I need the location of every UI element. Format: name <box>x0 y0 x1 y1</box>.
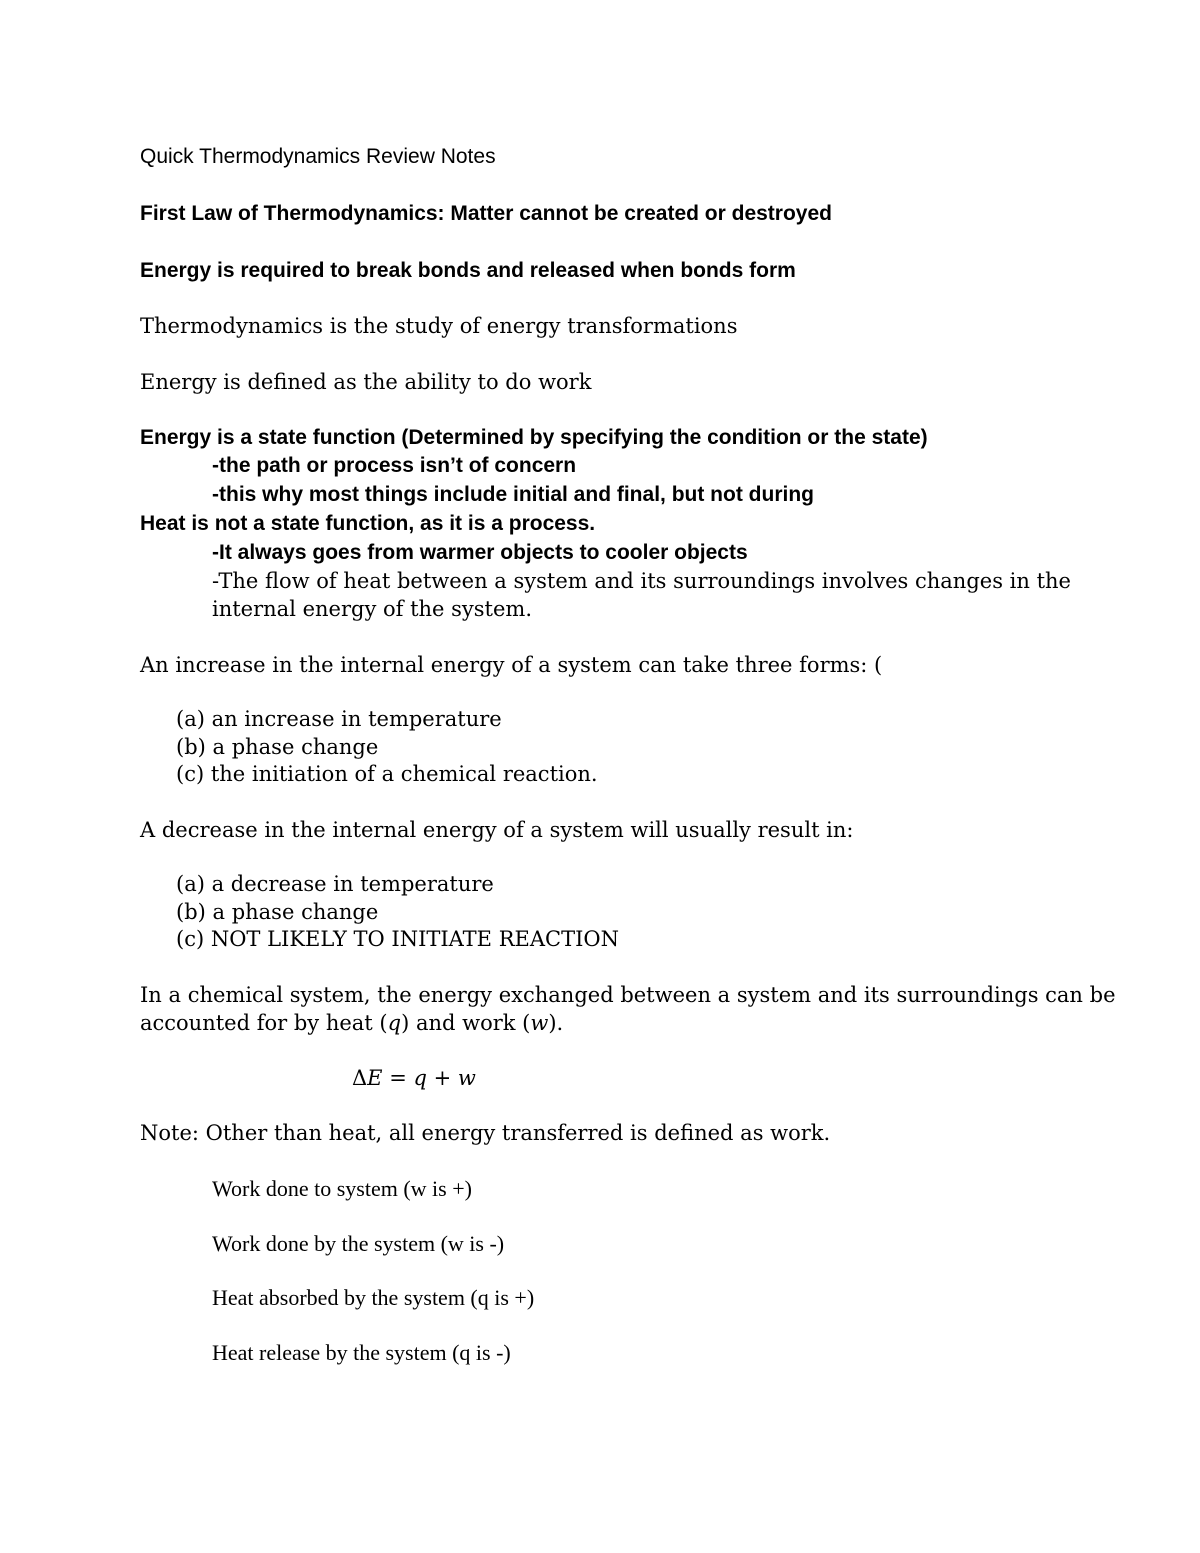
increase-item: (b) a phase change <box>176 735 379 759</box>
energy-equation: ΔE = q + w <box>352 1066 476 1090</box>
state-function-point: -the path or process isn’t of concern <box>212 454 577 477</box>
decrease-intro: A decrease in the internal energy of a system will usually result in: <box>140 818 854 842</box>
energy-definition: Energy is defined as the ability to do work <box>140 370 592 394</box>
sign-convention: Work done by the system (w is -) <box>212 1231 505 1256</box>
decrease-item: (c) NOT LIKELY TO INITIATE REACTION <box>176 927 619 951</box>
heat-point: -The flow of heat between a system and its surroundings involves changes in the <box>212 569 1071 593</box>
first-law-heading: First Law of Thermodynamics: Matter cannot be created or destroyed <box>140 202 832 225</box>
increase-item: (a) an increase in temperature <box>176 707 502 731</box>
sign-convention: Heat absorbed by the system (q is +) <box>212 1285 535 1310</box>
increase-item: (c) the initiation of a chemical reaction. <box>176 762 598 786</box>
chemical-system-text-continued: accounted for by heat (q) and work (w). <box>140 1011 564 1035</box>
bonds-heading: Energy is required to break bonds and released when bonds form <box>140 259 796 282</box>
study-text: Thermodynamics is the study of energy transformations <box>140 314 738 338</box>
sign-convention: Heat release by the system (q is -) <box>212 1340 511 1365</box>
note-text: Note: Other than heat, all energy transferred is defined as work. <box>140 1121 831 1145</box>
page-title: Quick Thermodynamics Review Notes <box>140 145 496 168</box>
state-function-point: -this why most things include initial and final, but not during <box>212 483 814 506</box>
heat-point-continued: internal energy of the system. <box>212 597 533 621</box>
state-function-heading: Energy is a state function (Determined by specifying the condition or the state) <box>140 426 928 449</box>
heat-point: -It always goes from warmer objects to cooler objects <box>212 541 748 564</box>
heat-heading: Heat is not a state function, as it is a process. <box>140 512 596 535</box>
decrease-item: (a) a decrease in temperature <box>176 872 494 896</box>
decrease-item: (b) a phase change <box>176 900 379 924</box>
sign-convention: Work done to system (w is +) <box>212 1176 472 1201</box>
increase-intro: An increase in the internal energy of a system can take three forms: ( <box>140 653 883 677</box>
chemical-system-text: In a chemical system, the energy exchanged between a system and its surroundings can be <box>140 983 1116 1007</box>
